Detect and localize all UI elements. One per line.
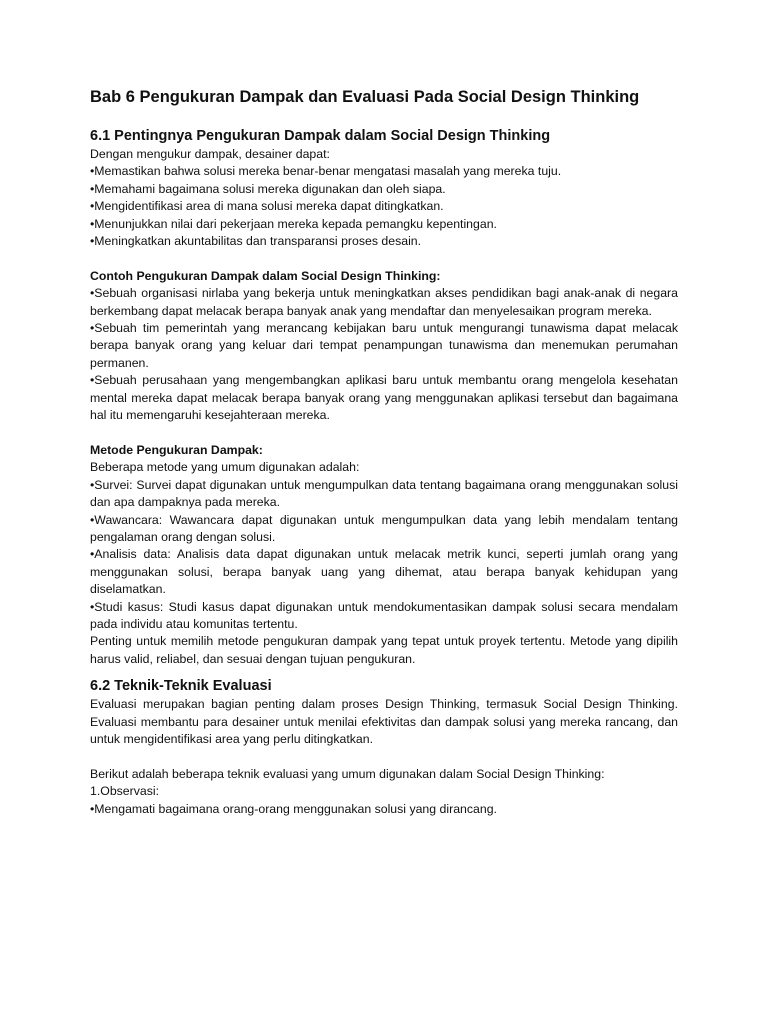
document-content: [90, 86, 678, 818]
examples-heading: Contoh Pengukuran Dampak dalam Social Design Thinking:: [90, 268, 441, 283]
spacer: [90, 668, 678, 676]
methods-intro: Beberapa metode yang umum digunakan adalah:: [90, 460, 360, 475]
methods-heading: Metode Pengukuran Dampak:: [90, 442, 263, 457]
bullet-item: •Studi kasus: Studi kasus dapat digunakan untuk mendokumentasikan dampak solusi secara mendalam pada individu atau komunitas tertentu.: [90, 599, 678, 631]
bullet-item: •Meningkatkan akuntabilitas dan transparansi proses desain.: [90, 234, 422, 249]
bullet-item: •Analisis data: Analisis data dapat digunakan untuk melacak metrik kunci, seperti jumlah orang yang menggunakan solusi, berapa banyak uang yang dihemat, atau berapa banyak kehidupan yang diselamatkan.: [90, 547, 678, 597]
spacer: [90, 424, 678, 441]
bullet-item: •Wawancara: Wawancara dapat digunakan untuk mengumpulkan data yang lebih mendalam tentang pengalaman orang dengan solusi.: [90, 512, 678, 544]
bullet-item: •Menunjukkan nilai dari pekerjaan mereka kepada pemangku kepentingan.: [90, 216, 497, 231]
spacer: [90, 748, 678, 765]
bullet-item: •Survei: Survei dapat digunakan untuk mengumpulkan data tentang bagaimana orang menggunakan solusi dan apa dampaknya pada mereka.: [90, 477, 678, 510]
section-intro: Dengan mengukur dampak, desainer dapat:: [90, 147, 330, 161]
bullet-item: •Mengamati bagaimana orang-orang menggunakan solusi yang dirancang.: [90, 801, 497, 816]
bullet-item: •Sebuah organisasi nirlaba yang bekerja untuk meningkatkan akses pendidikan bagi anak-anak di negara berkembang dapat melacak berapa banyak anak yang mendaftar dan menyelesaikan program mereka.: [90, 286, 678, 318]
methods-closing: Penting untuk memilih metode pengukuran dampak yang tepat untuk proyek tertentu. Metode yang dipilih harus valid, reliabel, dan sesuai dengan tujuan pengukuran.: [90, 634, 678, 666]
bullet-item: •Mengidentifikasi area di mana solusi mereka dapat ditingkatkan.: [90, 199, 444, 214]
section-paragraph: Evaluasi merupakan bagian penting dalam proses Design Thinking, termasuk Social Design Thinking. Evaluasi membantu para desainer untuk menilai efektivitas dan dampak solusi yang mereka rancang, dan untuk mengidentifikasi area yang perlu ditingkatkan.: [90, 697, 678, 746]
list-intro: Berikut adalah beberapa teknik evaluasi yang umum digunakan dalam Social Design Thinking:: [90, 766, 605, 781]
bullet-item: •Memastikan bahwa solusi mereka benar-benar mengatasi masalah yang mereka tuju.: [90, 164, 562, 179]
document-title: Bab 6 Pengukuran Dampak dan Evaluasi Pada Social Design Thinking: [90, 88, 640, 106]
bullet-item: •Memahami bagaimana solusi mereka digunakan dan oleh siapa.: [90, 181, 446, 196]
spacer: [90, 250, 678, 267]
section-heading-6-2: 6.2 Teknik-Teknik Evaluasi: [90, 678, 272, 695]
numbered-item: 1.Observasi:: [90, 784, 160, 799]
bullet-item: •Sebuah perusahaan yang mengembangkan aplikasi baru untuk membantu orang mengelola kesehatan mental mereka dapat melacak berapa banyak orang yang menggunakan aplikasi tersebut dan bagaimana hal itu memengaruhi kesejahteraan mereka.: [90, 373, 678, 423]
bullet-item: •Sebuah tim pemerintah yang merancang kebijakan baru untuk mengurangi tunawisma dapat melacak berapa banyak orang yang keluar dari tempat penampungan tunawisma dan menemukan perumahan permanen.: [90, 321, 678, 370]
section-heading-6-1: 6.1 Pentingnya Pengukuran Dampak dalam Social Design Thinking: [90, 128, 551, 144]
